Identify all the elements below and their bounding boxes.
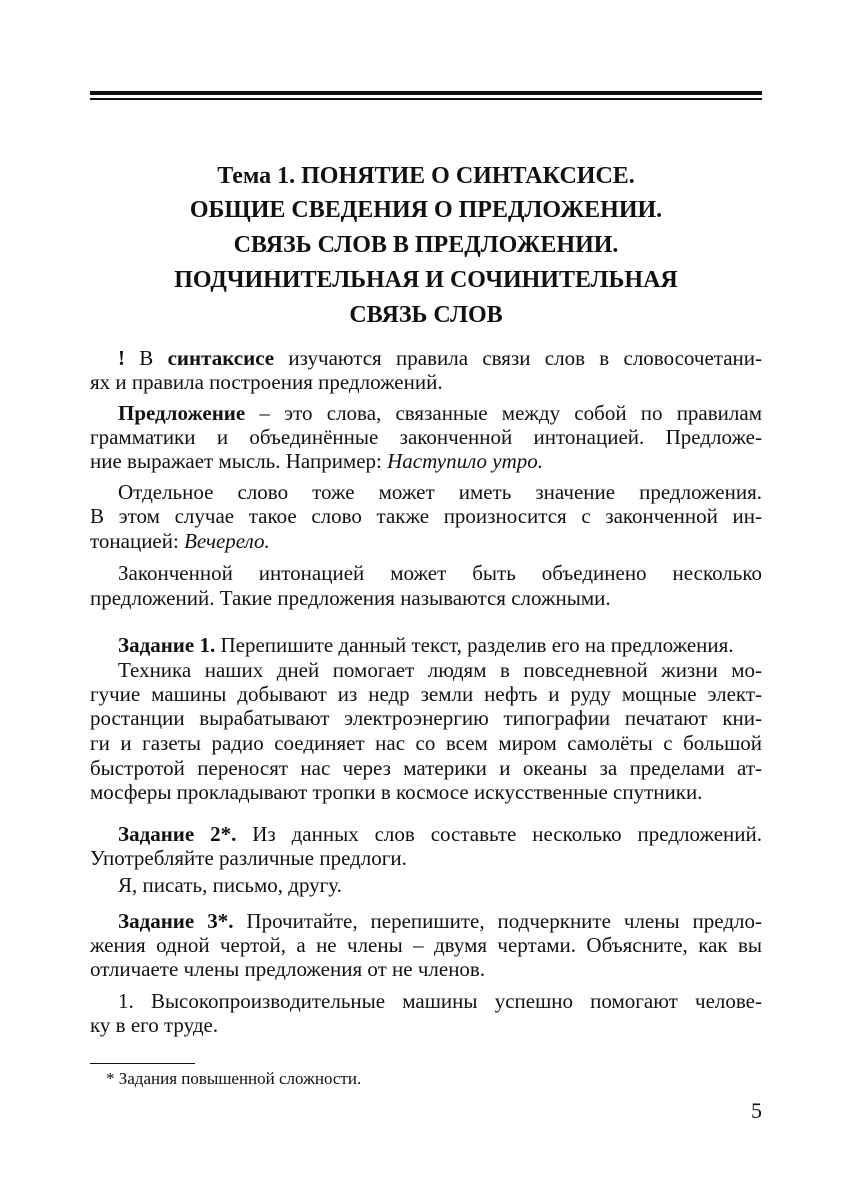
- text-span: 1. Высокопроизводительные машины успешно помогают челове-: [118, 989, 762, 1013]
- text-line: [90, 756, 762, 780]
- bold-text: Задание 2*.: [118, 822, 237, 846]
- title-line: ПОДЧИНИТЕЛЬНАЯ И СОЧИНИТЕЛЬНАЯ: [174, 267, 678, 293]
- text-line: [90, 504, 762, 528]
- text-line: [90, 933, 762, 957]
- text-span: ях и правила построения предложений.: [90, 370, 443, 394]
- text-line: [118, 909, 762, 933]
- bold-text: !: [118, 346, 140, 370]
- footnote-rule: [90, 1063, 195, 1064]
- text-line: [90, 780, 762, 804]
- italic-example: Наступило утро.: [387, 449, 543, 473]
- text-span: Техника наших дней помогает людям в повседневной жизни мо-: [118, 658, 762, 682]
- text-line: [90, 846, 762, 870]
- text-line: [90, 370, 762, 394]
- text-line: [90, 957, 762, 981]
- text-span: мосферы прокладывают тропки в космосе искусственные спутники.: [90, 780, 703, 804]
- text-line: [90, 425, 762, 449]
- text-span: жения одной чертой, а не члены – двумя чертами. Объясните, как вы: [90, 933, 762, 957]
- text-span: В этом случае такое слово также произносится с законченной ин-: [90, 504, 762, 528]
- text-span: Из данных слов составьте несколько предложений.: [236, 822, 762, 846]
- title-line: Тема 1. ПОНЯТИЕ О СИНТАКСИСЕ.: [217, 163, 635, 189]
- text-line: [90, 706, 762, 730]
- italic-example: Вечерело.: [184, 529, 270, 553]
- bold-text: Предложение: [118, 401, 246, 425]
- text-span: ние выражает мысль. Например:: [90, 449, 388, 473]
- title-line: ОБЩИЕ СВЕДЕНИЯ О ПРЕДЛОЖЕНИИ.: [189, 197, 663, 223]
- footnote: * Задания повышенной сложности.: [106, 1069, 362, 1088]
- text-line: [118, 480, 762, 504]
- bold-text: Задание 1.: [118, 633, 216, 657]
- text-line: [90, 1013, 762, 1037]
- text-span: – это слова, связанные между собой по правилам: [245, 401, 762, 425]
- text-line: [118, 822, 762, 846]
- text-span: отличаете члены предложения от не членов.: [90, 957, 486, 981]
- text-span: ги и газеты радио соединяет нас со всем миром самолёты с большой: [90, 731, 762, 755]
- text-span: быстротой переносят нас через материки и океаны за пределами ат-: [90, 756, 762, 780]
- title-line: СВЯЗЬ СЛОВ: [349, 302, 503, 328]
- bold-text: Задание 3*.: [118, 909, 234, 933]
- text-line: [90, 731, 762, 755]
- text-line: [118, 989, 762, 1013]
- text-line: [118, 346, 762, 370]
- text-line: [118, 401, 762, 425]
- header-rule-thick: [90, 91, 762, 95]
- header-rule-thin: [90, 98, 762, 100]
- text-span: Я, писать, письмо, другу.: [118, 873, 342, 897]
- text-span: Отдельное слово тоже может иметь значение предложения.: [118, 480, 762, 504]
- text-line: [118, 873, 762, 897]
- page-number: 5: [751, 1098, 762, 1123]
- text-span: Перепишите данный текст, разделив его на предложения.: [215, 633, 734, 657]
- text-span: Прочитайте, перепишите, подчеркните члены предло-: [233, 909, 762, 933]
- text-span: изучаются правила связи слов в словосочетани-: [274, 346, 762, 370]
- text-line: [90, 682, 762, 706]
- text-span: тонацией:: [90, 529, 185, 553]
- bold-text: синтаксисе: [167, 346, 275, 370]
- title-line: СВЯЗЬ СЛОВ В ПРЕДЛОЖЕНИИ.: [233, 232, 619, 258]
- text-span: предложений. Такие предложения называются сложными.: [90, 586, 611, 610]
- text-line: [118, 633, 762, 657]
- text-span: гучие машины добывают из недр земли нефть и руду мощные элект-: [90, 682, 762, 706]
- text-line: [118, 561, 762, 585]
- text-span: грамматики и объединённые законченной интонацией. Предложе-: [90, 425, 762, 449]
- text-line: [118, 658, 762, 682]
- text-span: ростанции вырабатывают электроэнергию типографии печатают кни-: [90, 706, 762, 730]
- text-span: ку в его труде.: [90, 1013, 219, 1037]
- text-line: [90, 529, 762, 553]
- text-line: [90, 449, 762, 473]
- text-span: Употребляйте различные предлоги.: [90, 846, 407, 870]
- text-span: В: [139, 346, 168, 370]
- text-line: [90, 586, 762, 610]
- text-span: Законченной интонацией может быть объединено несколько: [118, 561, 762, 585]
